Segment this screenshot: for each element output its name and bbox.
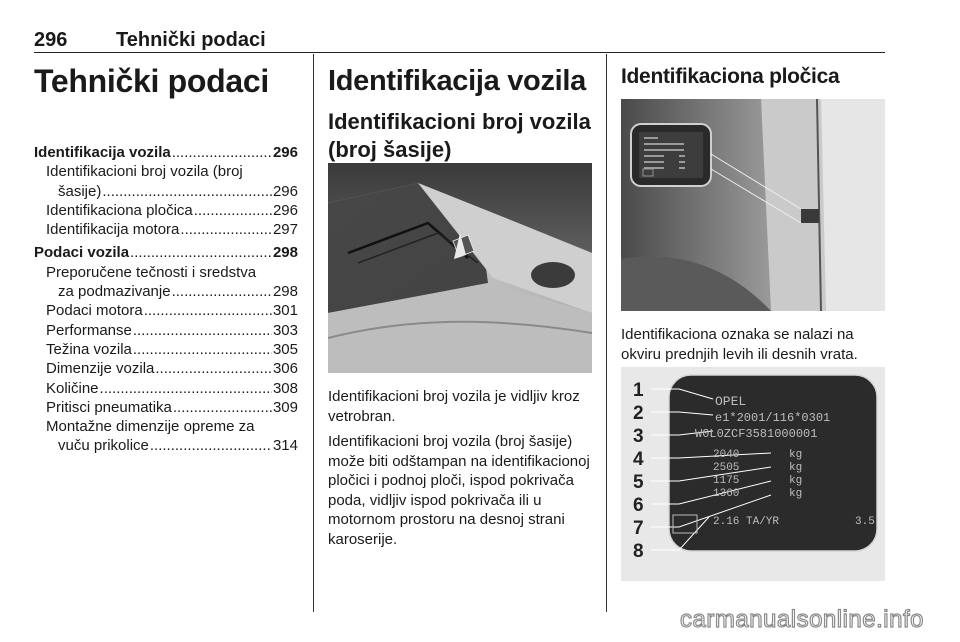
plate-weight-unit: kg <box>789 488 803 500</box>
toc-entry-label: vuču prikolice <box>58 437 149 455</box>
toc-entry-label: Dimenzije vozila <box>46 360 155 378</box>
toc-entry-label: Montažne dimenzije opreme za <box>46 418 255 436</box>
toc-leader-dots <box>172 143 272 162</box>
paragraph: Identifikaciona oznaka se nalazi na okviru prednjih levih ili desnih vrata. <box>621 326 858 363</box>
toc-entry-label: Identifikacija motora <box>46 221 180 239</box>
plate-weight-unit: kg <box>789 462 803 474</box>
toc-entry[interactable] <box>34 379 298 398</box>
watermark: carmanualsonline.info <box>680 606 924 633</box>
toc-entry-label: Težina vozila <box>46 340 132 358</box>
toc-leader-dots <box>133 321 272 340</box>
toc-leader-dots <box>102 182 272 201</box>
page-number: 296 <box>34 29 68 51</box>
toc-page-number: 296 <box>272 201 298 219</box>
toc-leader-dots <box>173 398 272 417</box>
toc-entry-label: Preporučene tečnosti i sredstva <box>46 263 257 281</box>
toc-page-number: 309 <box>272 398 298 416</box>
column-divider <box>606 54 607 612</box>
toc-entry[interactable] <box>34 301 298 320</box>
subsection-title <box>328 108 592 164</box>
callout-number: 4 <box>633 449 644 470</box>
toc-entry[interactable] <box>34 398 298 417</box>
toc-page-number: 303 <box>272 321 298 339</box>
door-frame-photo <box>621 99 885 311</box>
vehicle-id-column <box>328 63 592 548</box>
vin-text <box>328 387 592 549</box>
toc-page-number: 298 <box>272 244 298 262</box>
toc-entry[interactable] <box>34 162 298 181</box>
toc-page-number: 306 <box>272 360 298 378</box>
callout-number: 1 <box>633 380 644 401</box>
toc-leader-dots <box>155 359 272 378</box>
paragraph: Identifikacioni broj vozila (broj šasije) može biti odštampan na identifikacionoj pločici i podnoj ploči, ispod pokrivača poda, vidljiv ispod pokrivača ili u motornom prostoru na desnoj strani karoserije. <box>328 433 590 548</box>
toc-entry[interactable] <box>34 201 298 220</box>
callout-number: 5 <box>633 472 644 493</box>
callout-number: 2 <box>633 403 644 424</box>
id-plate-diagram <box>621 367 885 581</box>
toc-leader-dots <box>172 282 272 301</box>
plate-weight-unit: kg <box>789 449 803 461</box>
toc-entry[interactable] <box>34 417 298 436</box>
toc-entry[interactable] <box>34 282 298 301</box>
section-title: Identifikacija vozila <box>328 65 587 97</box>
callout-number: 3 <box>633 426 644 447</box>
toc-entry-label: Podaci motora <box>46 302 143 320</box>
toc-page-number: 301 <box>272 302 298 320</box>
toc-page-number: 298 <box>272 283 298 301</box>
plate-weight: 1175 <box>713 475 740 487</box>
toc-entry[interactable] <box>34 436 298 455</box>
toc-entry-label: Količine <box>46 379 99 397</box>
toc-entry-label: Identifikacioni broj vozila (broj <box>46 163 243 181</box>
toc-page-number: 296 <box>272 182 298 200</box>
toc-page-number: 314 <box>272 437 298 455</box>
toc-leader-dots <box>130 243 272 262</box>
plate-weight-unit: kg <box>789 475 803 487</box>
plate-weight: 2505 <box>713 462 740 474</box>
toc-column <box>34 63 298 455</box>
table-of-contents <box>34 143 298 456</box>
paragraph: Identifikacioni broj vozila je vidljiv kroz vetrobran. <box>328 388 580 425</box>
callout-number: 8 <box>633 541 644 562</box>
windshield-photo <box>328 163 592 373</box>
callout-number: 7 <box>633 518 644 539</box>
toc-leader-dots <box>150 436 272 455</box>
section-title: Identifikaciona pločica <box>621 65 840 88</box>
toc-entry-label: Pritisci pneumatika <box>46 398 172 416</box>
toc-entry-label: za podmazivanje <box>58 283 171 301</box>
chapter-title: Tehnički podaci <box>34 63 269 99</box>
toc-leader-dots <box>144 301 272 320</box>
toc-leader-dots <box>100 379 272 398</box>
subsection-title-line: (broj šasije) <box>328 137 452 162</box>
toc-entry[interactable] <box>34 321 298 340</box>
callout-number: 6 <box>633 495 644 516</box>
subsection-title-line: Identifikacioni broj vozila <box>328 109 591 134</box>
toc-entry[interactable] <box>34 340 298 359</box>
toc-leader-dots <box>180 220 272 239</box>
plate-bottom-code: 2.16 TA/YR <box>713 516 780 528</box>
plate-weight: 2040 <box>713 449 740 461</box>
plate-weight: 1360 <box>713 488 740 500</box>
toc-page-number: 296 <box>272 144 298 161</box>
toc-entry-label: šasije) <box>58 182 102 200</box>
toc-entry[interactable] <box>34 220 298 239</box>
toc-section-entry[interactable] <box>34 143 298 162</box>
toc-entry[interactable] <box>34 359 298 378</box>
page-header <box>34 12 885 53</box>
toc-entry[interactable] <box>34 263 298 282</box>
toc-page-number: 297 <box>272 221 298 239</box>
plate-brand: OPEL <box>715 394 747 409</box>
column-divider <box>313 54 314 612</box>
toc-page-number: 308 <box>272 379 298 397</box>
toc-entry[interactable] <box>34 182 298 201</box>
toc-entry-label: Podaci vozila <box>34 244 130 262</box>
toc-entry-label: Identifikaciona pločica <box>46 201 193 219</box>
toc-entry-label: Performanse <box>46 321 132 339</box>
toc-entry-label: Identifikacija vozila <box>34 144 171 161</box>
toc-leader-dots <box>133 340 272 359</box>
running-title: Tehnički podaci <box>116 29 266 51</box>
plate-bottom-right: 3.5 <box>855 516 875 528</box>
plate-type-approval: e1*2001/116*0301 <box>715 411 831 425</box>
id-plate-column <box>621 63 887 562</box>
toc-page-number: 305 <box>272 340 298 358</box>
toc-section-entry[interactable] <box>34 243 298 262</box>
plate-vin: W0L0ZCF3581000001 <box>695 427 818 441</box>
toc-leader-dots <box>194 201 272 220</box>
